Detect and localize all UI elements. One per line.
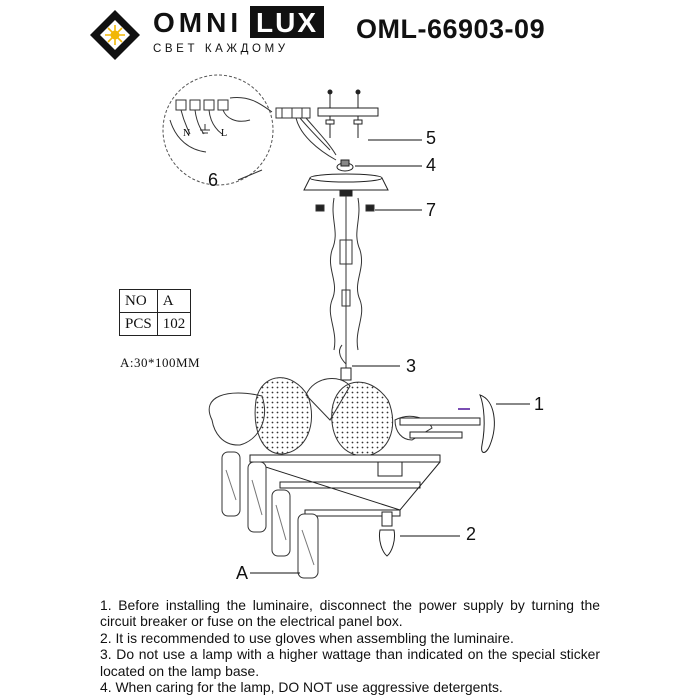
wiring-label-n: N: [183, 128, 191, 139]
instruction-1: 1. Before installing the luminaire, disconnect the power supply by turning the circuit breaker or fuse on the electrical panel box.: [100, 597, 600, 630]
mounting-plate: [318, 90, 378, 138]
table-cell: 102: [157, 313, 191, 336]
omnilux-diamond-logo-icon: [88, 8, 142, 62]
header: [0, 0, 700, 70]
assembly-drawing: [0, 70, 700, 590]
table-row: [120, 290, 191, 313]
socket-connector: [341, 368, 351, 380]
callout-a: A: [236, 563, 249, 583]
instruction-3: 3. Do not use a lamp with a higher wattage than indicated on the special sticker located on the lamp base.: [100, 646, 600, 679]
canopy: [304, 174, 388, 196]
instructions: [100, 597, 600, 695]
brand-tagline: СВЕТ КАЖДОМУ: [153, 43, 289, 55]
instruction-2: 2. It is recommended to use gloves when assembling the luminaire.: [100, 629, 514, 646]
table-cell: NO: [120, 290, 158, 313]
fixing-nut: [337, 160, 353, 171]
glass-shades: [209, 378, 432, 456]
callout-7: 7: [426, 200, 437, 220]
wiring-label-l: L: [221, 128, 228, 139]
suspension-stem: [316, 196, 374, 368]
callout-2: 2: [466, 524, 477, 544]
callout-5: 5: [426, 128, 437, 148]
table-cell: PCS: [120, 313, 158, 336]
brand-name: OMNI: [153, 7, 243, 38]
terminal-block: [238, 108, 336, 180]
instruction-4: 4. When caring for the lamp, DO NOT use aggressive detergents.: [100, 679, 503, 696]
brand-name-box: LUX: [250, 6, 324, 38]
table-cell: A: [157, 290, 191, 313]
spec-table: [119, 289, 191, 336]
table-row: [120, 313, 191, 336]
callout-4: 4: [426, 155, 437, 175]
model-number: OML-66903-09: [356, 14, 546, 44]
candle-bulb: [379, 512, 394, 556]
dimension-note: A:30*100MM: [120, 355, 201, 370]
callout-3: 3: [406, 356, 417, 376]
crystal-rods: [222, 452, 318, 578]
callout-6: 6: [208, 170, 219, 190]
callout-1: 1: [534, 394, 545, 414]
wiring-detail: [163, 75, 273, 185]
leader-lines: [250, 140, 530, 573]
